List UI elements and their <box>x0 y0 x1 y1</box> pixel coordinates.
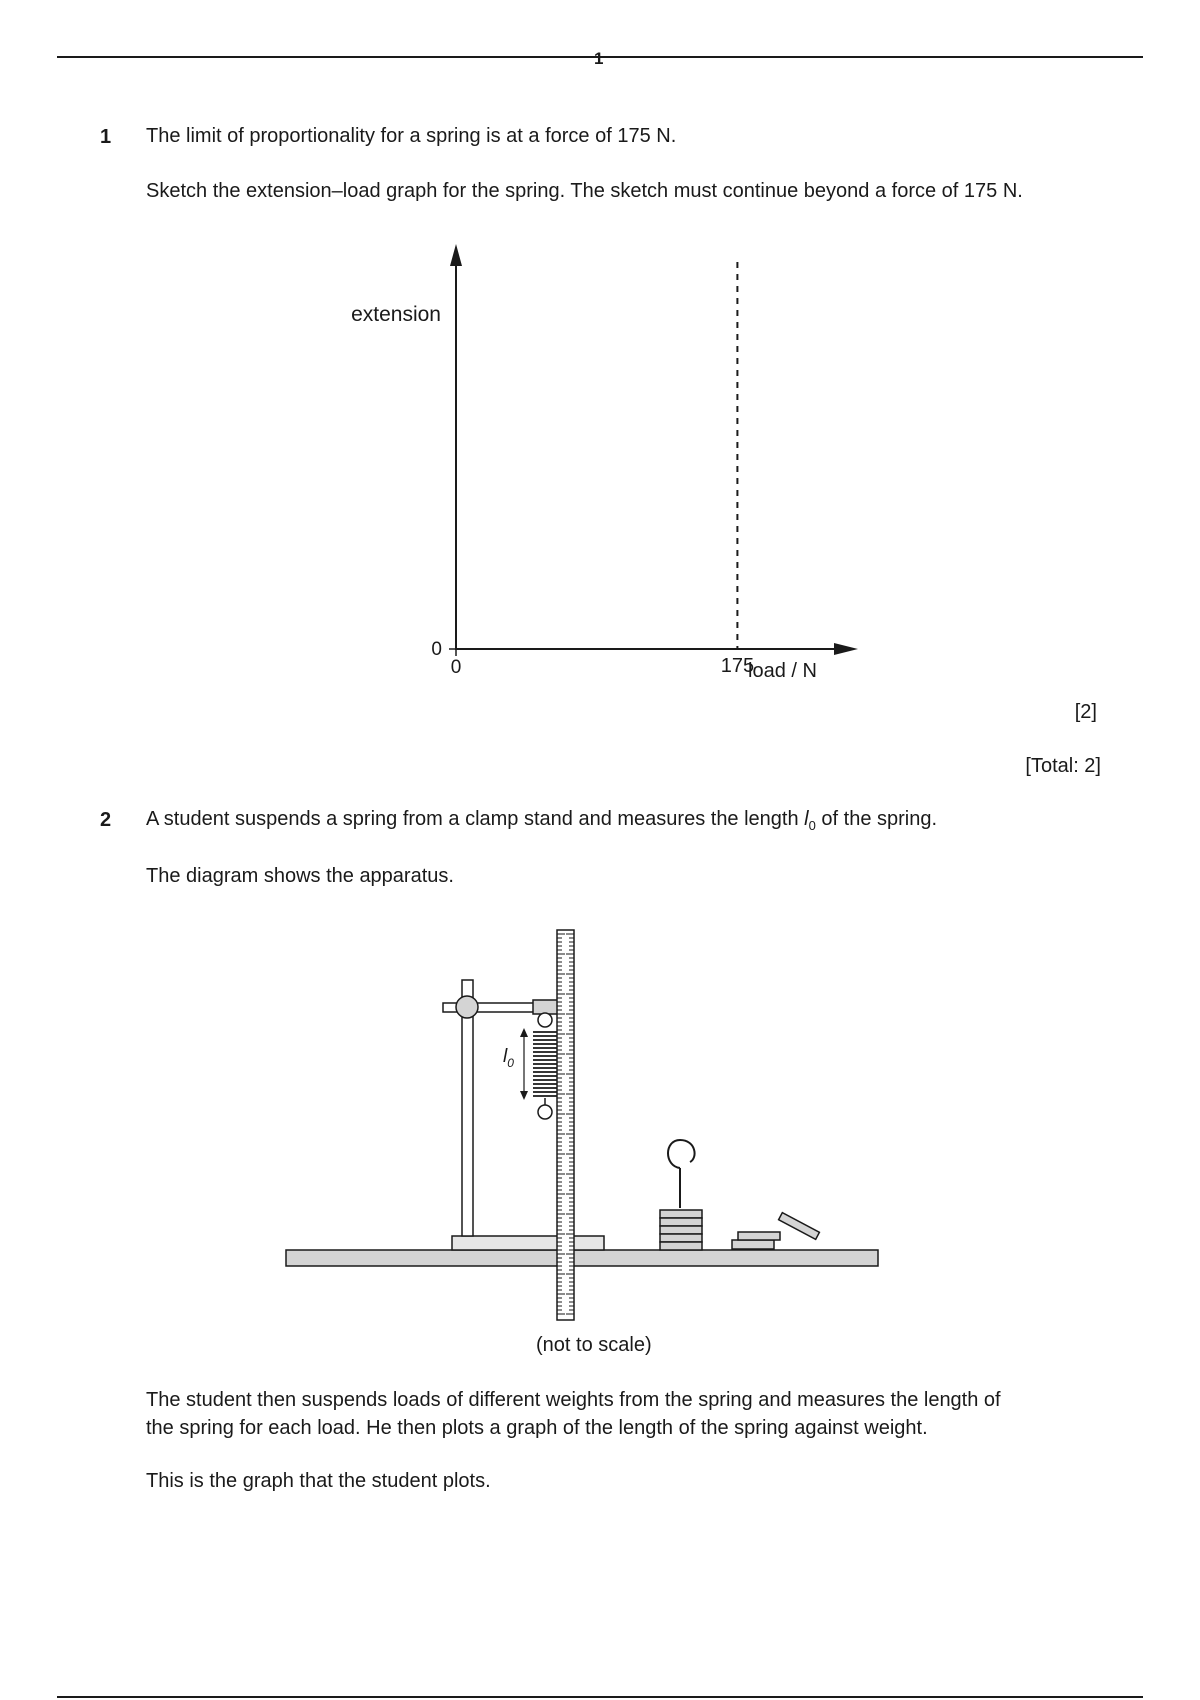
question-2-paragraph-line-1: The student then suspends loads of different weights from the spring and measures the length of <box>146 1389 1001 1411</box>
question-1-total: [Total: 2] <box>1025 755 1101 777</box>
stand-base <box>452 1236 604 1250</box>
slotted-masses-stack <box>660 1210 702 1250</box>
question-2-paragraph-2: This is the graph that the student plots. <box>146 1470 491 1492</box>
clamp-jaws <box>533 1000 559 1014</box>
y-origin-label: 0 <box>431 639 442 660</box>
loose-masses <box>732 1213 819 1249</box>
question-2-line-1-start: A student suspends a spring from a clamp stand and measures the length <box>146 808 805 830</box>
clamp-boss <box>456 996 478 1018</box>
length-label-symbol: l <box>503 1046 508 1067</box>
diagram-caption: (not to scale) <box>536 1334 652 1356</box>
spring-coils <box>533 1032 557 1096</box>
question-1-marks: [2] <box>1074 701 1097 723</box>
y-axis-label: extension <box>351 303 441 326</box>
question-1-line-2: Sketch the extension–load graph for the spring. The sketch must continue beyond a force of 175 N. <box>146 180 1023 202</box>
spring-top-loop <box>538 1013 552 1027</box>
question-2-line-1 <box>146 805 937 840</box>
length-label <box>503 1046 514 1070</box>
extension-load-graph <box>0 0 1200 700</box>
x-origin-label: 0 <box>450 657 462 678</box>
x-axis-label: load / N <box>748 660 817 682</box>
x-tick-label-175: 175 <box>720 655 755 677</box>
bench <box>286 1250 878 1266</box>
apparatus-diagram <box>0 900 1200 1360</box>
spring-bottom-loop <box>538 1105 552 1119</box>
mass-hanger-hook <box>668 1140 695 1208</box>
length-arrowhead-top <box>520 1028 528 1037</box>
y-axis-arrowhead <box>450 244 462 266</box>
question-1-line-1: The limit of proportionality for a spring is at a force of 175 N. <box>146 125 677 147</box>
page-number: 1 <box>594 49 604 68</box>
question-2-line-2: The diagram shows the apparatus. <box>146 865 454 887</box>
length-label-subscript: 0 <box>507 1056 514 1070</box>
length-symbol: l <box>804 808 809 830</box>
question-2-number: 2 <box>100 809 112 831</box>
footer-rule <box>57 1696 1143 1698</box>
length-arrowhead-bottom <box>520 1091 528 1100</box>
length-symbol-subscript: 0 <box>808 818 816 833</box>
x-axis-arrowhead <box>834 643 858 655</box>
question-2-paragraph-line-2: the spring for each load. He then plots a graph of the length of the spring against weight. <box>146 1417 928 1439</box>
question-1-number: 1 <box>100 126 112 148</box>
question-2-line-1-end: of the spring. <box>815 808 938 830</box>
